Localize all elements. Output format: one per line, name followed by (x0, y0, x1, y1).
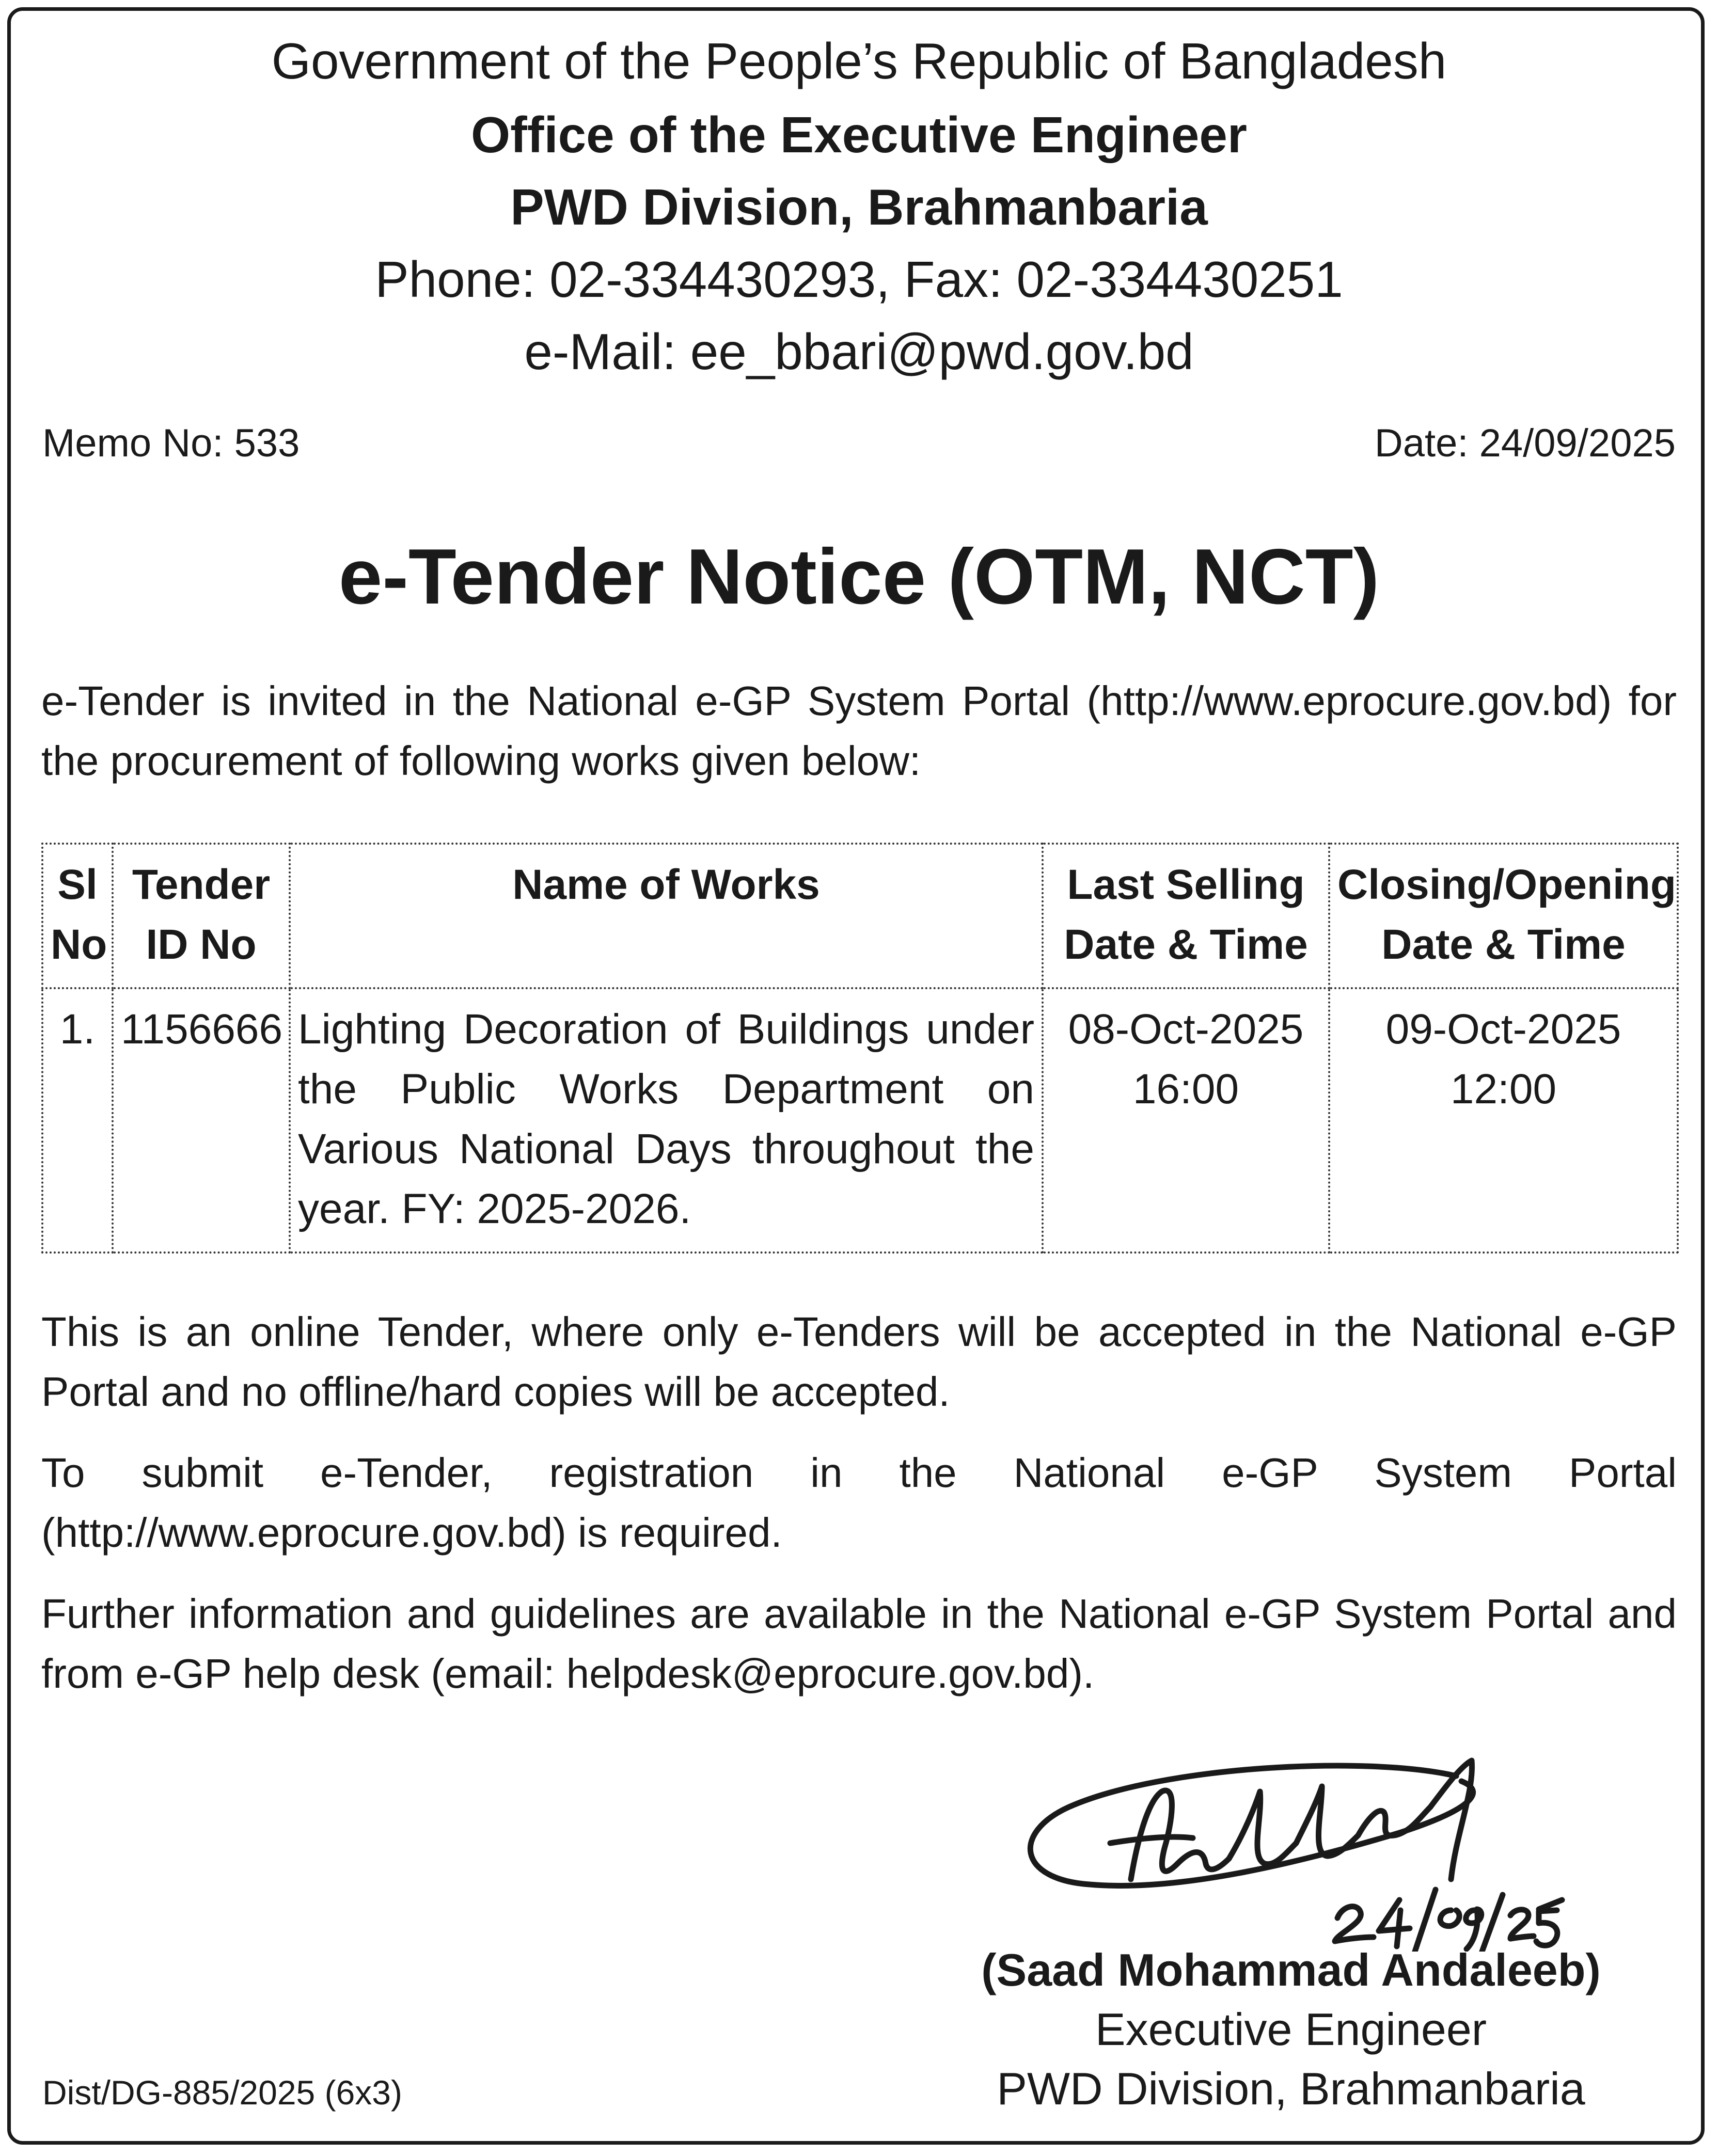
notice-title: e-Tender Notice (OTM, NCT) (338, 533, 1380, 621)
cell-last-selling (1043, 988, 1329, 1253)
memo-number: Memo No: 533 (42, 421, 300, 465)
header-name-of-works: Name of Works (290, 844, 1043, 988)
online-tender-paragraph: This is an online Tender, where only e-Tenders will be accepted in the National e-GP Portal and no offline/hard copies will be accepted. (41, 1309, 1677, 1415)
header-tender-id: Tender ID No (113, 844, 290, 988)
signer-name: (Saad Mohammad Andaleeb) (981, 1944, 1601, 1995)
email-line: e-Mail: ee_bbari@pwd.gov.bd (524, 323, 1194, 380)
government-heading: Government of the People’s Republic of Bangladesh (271, 33, 1447, 89)
table-header-row (42, 844, 1678, 988)
last-selling-date: 08-Oct-2025 (1068, 1006, 1304, 1053)
intro-paragraph: e-Tender is invited in the National e-GP System Portal (http://www.eprocure.gov.bd) for the procurement of following works given below: (41, 678, 1677, 784)
tender-table (41, 843, 1679, 1254)
cell-closing-opening (1329, 988, 1678, 1253)
cell-sl: 1. (42, 988, 113, 1253)
table-row (42, 988, 1678, 1253)
division-heading: PWD Division, Brahmanbaria (510, 179, 1208, 235)
closing-time: 12:00 (1450, 1066, 1557, 1113)
signer-division: PWD Division, Brahmanbaria (997, 2063, 1585, 2114)
header-closing-opening: Closing/Opening Date & Time (1329, 844, 1678, 988)
registration-paragraph: To submit e-Tender, registration in the National e-GP System Portal (http://www.eprocure.gov.bd) is required. (41, 1450, 1677, 1556)
phone-fax-line: Phone: 02-334430293, Fax: 02-334430251 (375, 251, 1343, 308)
notice-date: Date: 24/09/2025 (1374, 421, 1676, 465)
header-sl-no: Sl No (42, 844, 113, 988)
further-info-paragraph: Further information and guidelines are available in the National e-GP System Portal and from e-GP help desk (email: helpdesk@eprocure.gov.bd). (41, 1591, 1677, 1697)
cell-tender-id: 1156666 (113, 988, 290, 1253)
last-selling-time: 16:00 (1132, 1066, 1239, 1113)
distribution-code: Dist/DG-885/2025 (6x3) (42, 2073, 402, 2112)
header-last-selling: Last Selling Date & Time (1043, 844, 1329, 988)
cell-name-of-works: Lighting Decoration of Buildings under the Public Works Department on Various National Days throughout the year. FY: 2025-2026. (290, 988, 1043, 1253)
handwritten-signature (1007, 1745, 1601, 1952)
office-heading: Office of the Executive Engineer (470, 106, 1248, 163)
signer-title: Executive Engineer (1095, 2004, 1487, 2055)
closing-date: 09-Oct-2025 (1385, 1006, 1621, 1053)
